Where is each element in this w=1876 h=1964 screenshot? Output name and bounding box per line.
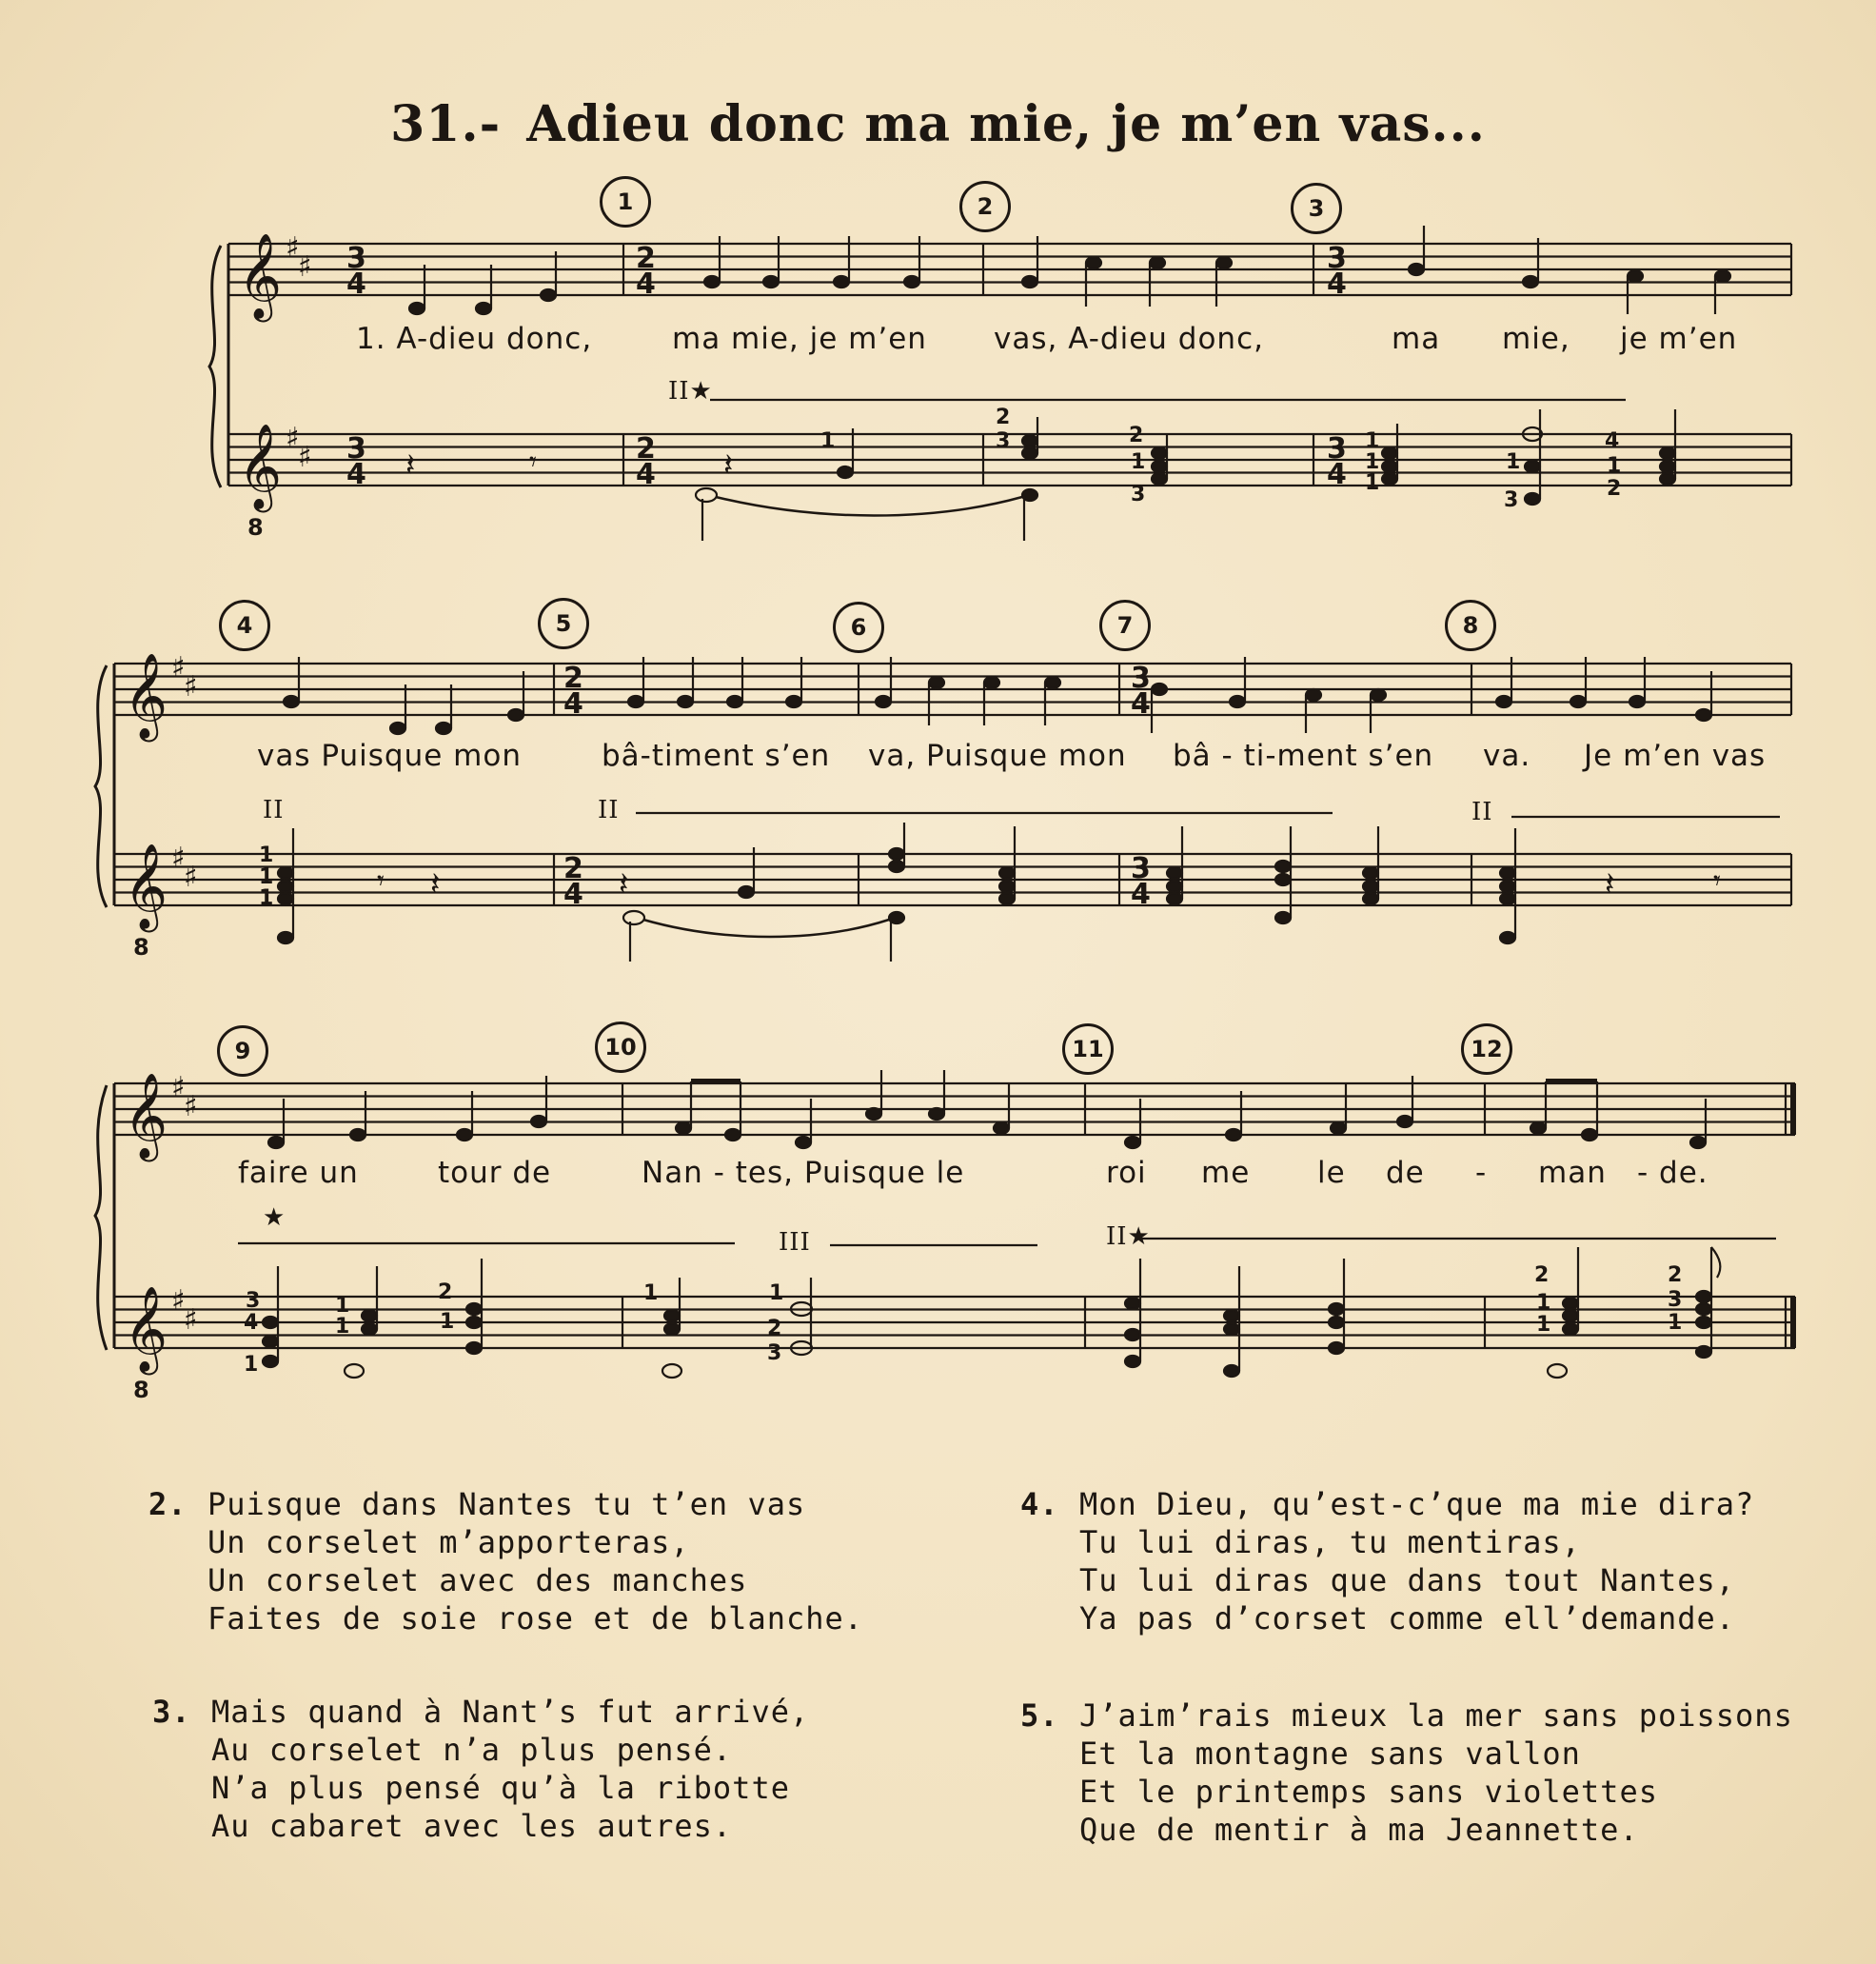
lyric-syllables: - — [1475, 1156, 1488, 1190]
song-title-text: Adieu donc ma mie, je m’en vas... — [526, 95, 1486, 153]
time-sig-3-4-bottom: 4 — [346, 268, 366, 301]
sharp-icon: ♯ — [171, 651, 186, 684]
fingering-2: 2 — [767, 1317, 782, 1340]
fingering-1: 1 — [1131, 450, 1146, 474]
chord — [838, 428, 853, 478]
stanza-line: Mais quand à Nant’s fut arrivé, — [211, 1694, 810, 1730]
chord — [623, 911, 644, 962]
position-mark: II — [263, 796, 285, 824]
lyric-syllables: ma mie, je m’en — [672, 322, 927, 356]
stanza-line: Un corselet avec des manches — [207, 1562, 748, 1598]
fingering-1: 1 — [259, 843, 274, 867]
fingering-1: 1 — [1506, 450, 1521, 474]
fingering-3: 3 — [996, 429, 1011, 453]
note — [1715, 270, 1730, 314]
chord — [263, 1266, 278, 1367]
time-sig-3-4-bottom: 4 — [1131, 878, 1151, 911]
lyric-syllables: de — [1386, 1156, 1425, 1190]
fingering-1: 1 — [1365, 471, 1380, 495]
note — [725, 1081, 741, 1141]
note — [409, 265, 425, 314]
lyric-syllables: me — [1201, 1156, 1251, 1190]
sharp-icon: ♯ — [184, 1303, 198, 1337]
fingering-1: 1 — [335, 1315, 350, 1339]
stanza-3 — [152, 1693, 810, 1845]
fingering-1: 1 — [643, 1281, 659, 1305]
sharp-icon: ♯ — [286, 422, 300, 455]
lyric-syllables: le — [1317, 1156, 1346, 1190]
time-sig-2-4-bottom: 4 — [636, 268, 656, 301]
measure-number-1: 1 — [600, 176, 651, 228]
fingering-1: 1 — [1607, 454, 1622, 478]
fingering-1: 1 — [440, 1310, 455, 1334]
note — [1696, 671, 1711, 721]
lyric-syllables: man — [1538, 1156, 1607, 1190]
tie — [716, 497, 1022, 516]
fingering-1: 1 — [1536, 1313, 1551, 1337]
note — [1226, 1091, 1241, 1141]
stanza-line: Que de mentir à ma Jeannette. — [1079, 1812, 1639, 1848]
fingering-1: 1 — [244, 1353, 259, 1377]
time-sig-2-4-bottom: 4 — [563, 687, 583, 721]
sharp-icon: ♯ — [184, 861, 198, 894]
sharp-icon: ♯ — [171, 1071, 186, 1104]
chord — [791, 1278, 812, 1355]
note — [1371, 689, 1386, 733]
chord — [1275, 826, 1291, 923]
note — [1523, 238, 1538, 288]
fingering-1: 1 — [769, 1281, 784, 1305]
fingering-numbers — [244, 406, 1682, 1377]
time-sig-3-4-top: 3 — [346, 242, 366, 275]
sharp-icon: ♯ — [184, 1090, 198, 1123]
eighth-rest: 𝄾 — [529, 446, 537, 479]
time-sig-2-4-bottom: 4 — [563, 878, 583, 911]
fingering-2: 2 — [1129, 424, 1144, 447]
time-sig-3-4-top: 3 — [1327, 242, 1347, 275]
time-sig-2-4-top: 2 — [563, 662, 583, 695]
lyric-syllables: bâ - ti-ment s’en — [1173, 739, 1434, 773]
fingering-1: 1 — [1668, 1311, 1683, 1335]
fingering-2: 2 — [1534, 1263, 1550, 1287]
position-mark: II★ — [668, 377, 713, 406]
stanza-line: Un corselet m’apporteras, — [207, 1524, 690, 1560]
note — [1125, 1099, 1140, 1148]
octave-mark: 8 — [133, 934, 149, 961]
measure-number-9: 9 — [217, 1025, 268, 1077]
note — [457, 1091, 472, 1141]
time-sig-3-4-bottom: 4 — [1327, 458, 1347, 491]
measure-number-8: 8 — [1445, 600, 1496, 651]
fingering-1: 1 — [820, 429, 836, 453]
stanza-line: Au cabaret avec les autres. — [211, 1808, 733, 1844]
note — [390, 684, 405, 734]
note — [268, 1099, 284, 1148]
lyric-syllables: je m’en — [1620, 322, 1738, 356]
stanza-line: Puisque dans Nantes tu t’en vas — [207, 1486, 806, 1522]
stanza-5 — [1020, 1696, 1793, 1849]
lyric-syllables: va, Puisque mon — [868, 739, 1127, 773]
chord — [1500, 828, 1515, 943]
position-mark: ★ — [263, 1203, 286, 1232]
treble-clef: 𝄞 — [124, 843, 168, 929]
stanza-2 — [148, 1485, 864, 1637]
lyric-syllables: vas Puisque mon — [257, 739, 522, 773]
lyric-syllables: va. — [1483, 739, 1531, 773]
fingering-4: 4 — [244, 1311, 259, 1335]
chord — [278, 828, 293, 943]
measure-number-10: 10 — [595, 1022, 646, 1073]
sharp-icon: ♯ — [286, 231, 300, 265]
fingering-2: 2 — [1668, 1263, 1683, 1287]
stanza-line: J’aim’rais mieux la mer sans poissons — [1079, 1697, 1793, 1734]
stanza-line: Et la montagne sans vallon — [1079, 1736, 1581, 1772]
sharp-icon: ♯ — [298, 250, 312, 284]
eighth-rest: 𝄾 — [1713, 864, 1721, 898]
note — [436, 684, 451, 734]
note — [1530, 1081, 1546, 1134]
position-mark: II — [598, 796, 620, 824]
sharp-icon: ♯ — [171, 1284, 186, 1318]
lyric-syllables: faire un — [238, 1156, 359, 1190]
octave-mark: 8 — [133, 1377, 149, 1403]
stanza-number: 5. — [1020, 1697, 1059, 1734]
stanza-line: Et le printemps sans violettes — [1079, 1774, 1658, 1810]
note — [508, 671, 523, 721]
system-2 — [95, 664, 1791, 907]
fingering-3: 3 — [246, 1289, 261, 1313]
stanza-line: Au corselet n’a plus pensé. — [211, 1732, 733, 1768]
lyric-syllables: Nan - tes, Puisque le — [642, 1156, 965, 1190]
lyric-syllables: Je m’en vas — [1584, 739, 1767, 773]
note — [1152, 684, 1167, 733]
treble-clef: 𝄞 — [238, 424, 283, 509]
stanza-line: Ya pas d’corset comme ell’demande. — [1079, 1600, 1736, 1637]
fingering-4: 4 — [1605, 429, 1620, 453]
note — [541, 251, 556, 301]
measure-number-2: 2 — [959, 181, 1011, 232]
lyric-syllables: vas, A-dieu donc, — [994, 322, 1264, 356]
note — [676, 1081, 691, 1134]
stanza-line: Faites de soie rose et de blanche. — [207, 1600, 864, 1637]
stanza-line: Tu lui diras que dans tout Nantes, — [1079, 1562, 1736, 1598]
stanza-line: N’a plus pensé qu’à la ribotte — [211, 1770, 790, 1806]
measure-number-4: 4 — [219, 600, 270, 651]
chord — [1125, 1259, 1140, 1367]
quarter-rest: 𝄽 — [1605, 865, 1615, 903]
quarter-rest: 𝄽 — [619, 865, 629, 903]
time-sig-3-4-bottom: 4 — [1131, 687, 1151, 721]
lyric-syllables: - de. — [1637, 1156, 1708, 1190]
measure-number-3: 3 — [1291, 183, 1342, 234]
fingering-1: 1 — [1365, 450, 1380, 474]
fingering-1: 1 — [259, 886, 274, 910]
chord — [1382, 424, 1397, 485]
song-number: 31.- — [390, 95, 502, 153]
melody-notes — [268, 226, 1730, 1148]
lyric-syllables: 1. A-dieu donc, — [356, 322, 593, 356]
chord — [696, 488, 717, 541]
time-sig-3-4-bottom: 4 — [1327, 268, 1347, 301]
fingering-3: 3 — [1131, 483, 1146, 506]
stanza-line: Mon Dieu, qu’est-c’que ma mie dira? — [1079, 1486, 1755, 1522]
quarter-rest: 𝄽 — [405, 446, 416, 485]
treble-clef: 𝄞 — [238, 233, 283, 319]
sharp-icon: ♯ — [184, 670, 198, 704]
time-sig-3-4-top: 3 — [1327, 432, 1347, 466]
chord — [1548, 1247, 1578, 1378]
measure-number-12: 12 — [1461, 1023, 1512, 1075]
sharp-icon: ♯ — [298, 441, 312, 474]
treble-clef: 𝄞 — [124, 653, 168, 739]
time-sig-3-4-top: 3 — [1131, 852, 1151, 885]
treble-clef: 𝄞 — [124, 1073, 168, 1159]
note — [1409, 226, 1424, 275]
note — [476, 265, 491, 314]
quarter-rest: 𝄽 — [430, 865, 441, 903]
quarter-rest: 𝄽 — [723, 446, 734, 485]
position-mark: II★ — [1106, 1222, 1151, 1251]
fingering-3: 3 — [1668, 1288, 1683, 1312]
chord — [1523, 409, 1542, 505]
fingering-1: 1 — [1536, 1291, 1551, 1315]
measure-number-6: 6 — [833, 602, 884, 653]
note — [1690, 1099, 1706, 1148]
time-sig-3-4-bottom: 4 — [346, 458, 366, 491]
lyric-syllables: bâ-timent s’en — [602, 739, 831, 773]
lyric-syllables: ma — [1392, 322, 1441, 356]
position-mark: III — [779, 1228, 811, 1257]
lyric-syllables: mie, — [1502, 322, 1570, 356]
note — [1306, 689, 1321, 733]
measure-number-5: 5 — [538, 598, 589, 649]
time-sig-2-4-top: 2 — [636, 242, 656, 275]
note — [1628, 270, 1643, 314]
fingering-1: 1 — [259, 865, 274, 889]
fingering-1: 1 — [1365, 429, 1380, 453]
note — [796, 1099, 811, 1148]
time-sig-2-4-top: 2 — [563, 852, 583, 885]
tie — [643, 920, 889, 937]
chord — [662, 1278, 681, 1378]
note — [866, 1070, 881, 1120]
note — [929, 1070, 944, 1120]
measure-number-7: 7 — [1099, 600, 1151, 651]
fingering-3: 3 — [767, 1341, 782, 1365]
stanza-number: 2. — [148, 1486, 188, 1522]
note — [1582, 1081, 1597, 1141]
stanza-number: 3. — [152, 1694, 191, 1730]
fingering-3: 3 — [1504, 488, 1519, 512]
stanza-number: 4. — [1020, 1486, 1059, 1522]
stanza-line: Tu lui diras, tu mentiras, — [1079, 1524, 1581, 1560]
eighth-rest: 𝄾 — [377, 864, 385, 898]
fingering-1: 1 — [335, 1294, 350, 1318]
fingering-2: 2 — [438, 1280, 453, 1304]
time-signatures — [133, 242, 1347, 1403]
lyric-syllables: roi — [1106, 1156, 1147, 1190]
time-sig-3-4-top: 3 — [1131, 662, 1151, 695]
chord — [1022, 417, 1037, 541]
note — [350, 1091, 365, 1141]
chord — [466, 1259, 482, 1354]
chord — [1696, 1247, 1720, 1358]
position-mark: II — [1471, 798, 1493, 826]
sharp-icon: ♯ — [171, 842, 186, 875]
measure-number-11: 11 — [1062, 1023, 1114, 1075]
fingering-2: 2 — [1607, 477, 1622, 501]
stanza-4 — [1020, 1485, 1755, 1637]
treble-clef: 𝄞 — [124, 1286, 168, 1372]
time-sig-3-4-top: 3 — [346, 432, 366, 466]
chord — [1329, 1259, 1344, 1354]
time-sig-2-4-top: 2 — [636, 432, 656, 466]
lyric-syllables: tour de — [438, 1156, 552, 1190]
fingering-2: 2 — [996, 406, 1011, 429]
octave-mark: 8 — [247, 514, 264, 541]
time-sig-2-4-bottom: 4 — [636, 458, 656, 491]
